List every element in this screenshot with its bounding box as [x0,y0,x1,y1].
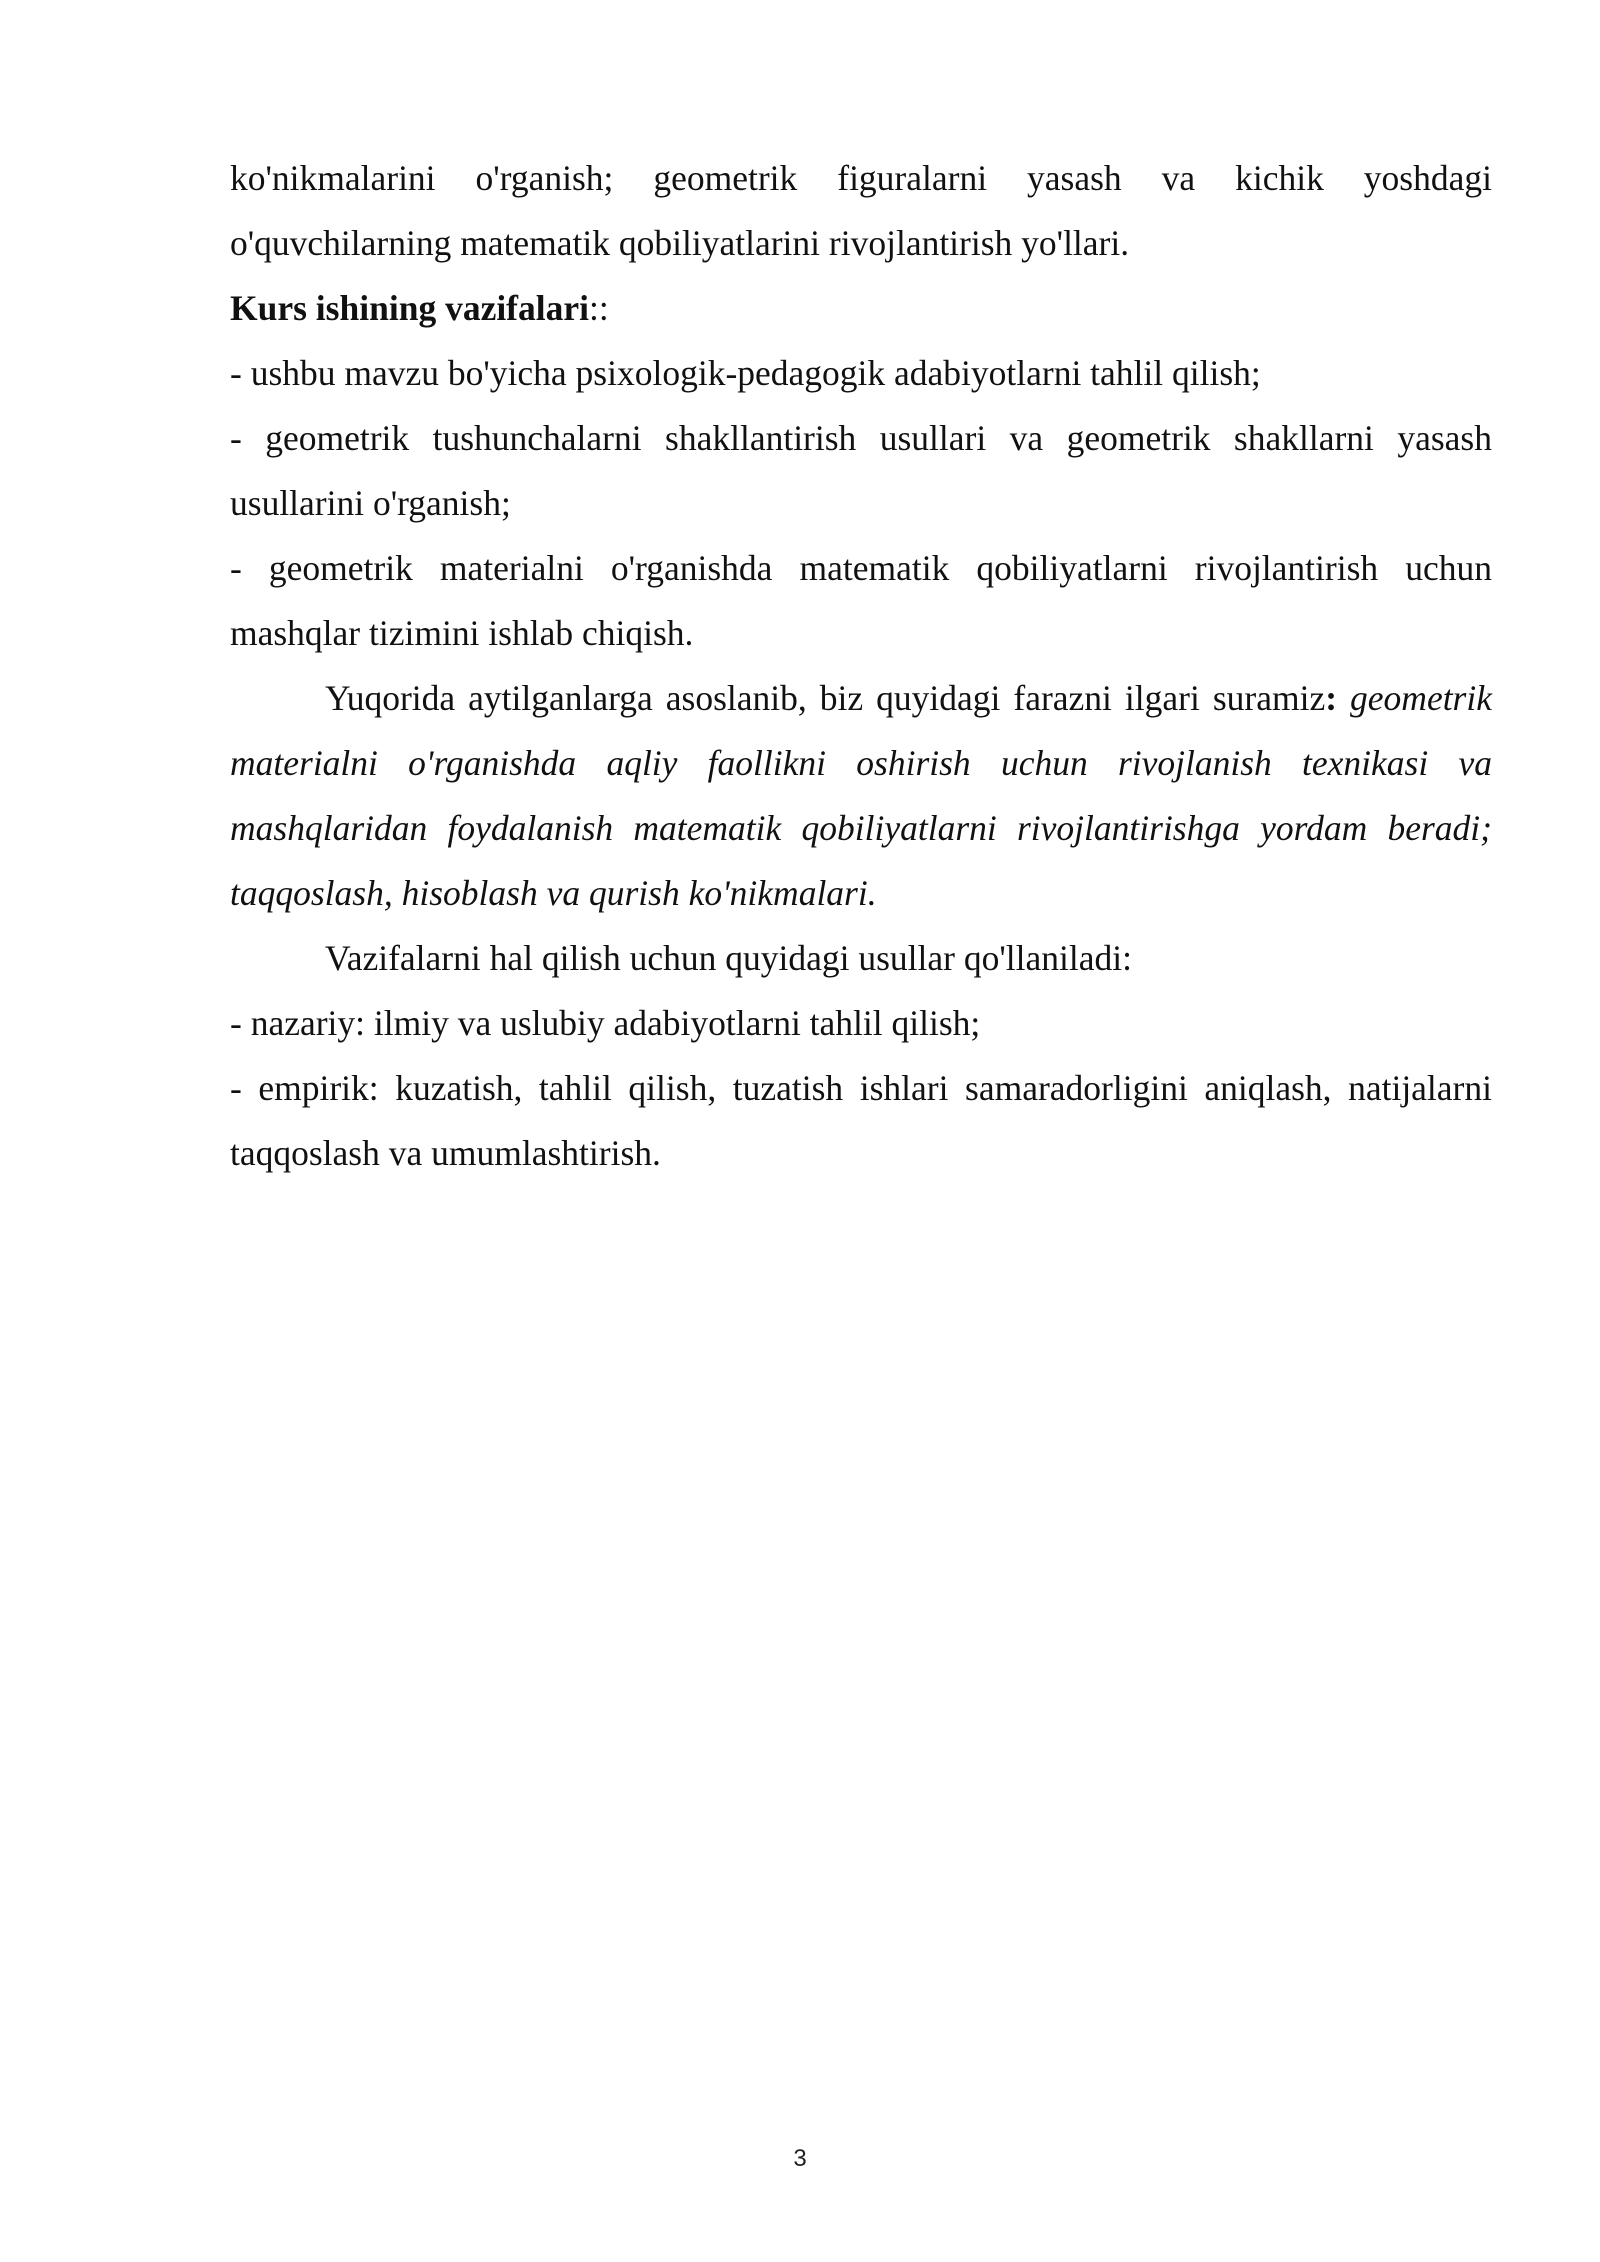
hypothesis-colon: : [1325,678,1338,718]
paragraph-goal-continuation: ko'nikmalarini o'rganish; geometrik figuralarni yasash va kichik yoshdagi o'quvchilarning matematik qobiliyatlarini rivojlantirish yo'llari. [230,158,1492,263]
method-item-2: - empirik: kuzatish, tahlil qilish, tuzatish ishlari samaradorligini aniqlash, natijalarni taqqoslash va umumlashtirish. [230,1068,1492,1173]
tasks-heading-line [230,276,1492,341]
tasks-heading: Kurs ishining vazifalari [230,288,589,328]
task-item-3: - geometrik materialni o'rganishda matematik qobiliyatlarni rivojlantirish uchun mashqlar tizimini ishlab chiqish. [230,548,1492,653]
document-body [230,146,1492,1186]
hypothesis-intro: Yuqorida aytilganlarga asoslanib, biz quyidagi farazni ilgari suramiz [325,678,1326,718]
method-item-1: - nazariy: ilmiy va uslubiy adabiyotlarni tahlil qilish; [230,1003,981,1043]
tasks-heading-suffix: :: [589,288,609,328]
task-item-1: - ushbu mavzu bo'yicha psixologik-pedagogik adabiyotlarni tahlil qilish; [230,353,1261,393]
task-item-2: - geometrik tushunchalarni shakllantirish usullari va geometrik shakllarni yasash usullarini o'rganish; [230,418,1492,523]
hypothesis-paragraph [230,666,1492,926]
page-number: 3 [793,2145,807,2172]
hypothesis-text: geometrik materialni o'rganishda aqliy faollikni oshirish uchun rivojlanish texnikasi va mashqlaridan foydalanish matematik qobiliyatlarni rivojlantirishga yordam beradi; taqqoslash, hisoblash va qurish ko'nikmalari. [230,678,1492,913]
methods-intro: Vazifalarni hal qilish uchun quyidagi usullar qo'llaniladi: [325,938,1132,978]
